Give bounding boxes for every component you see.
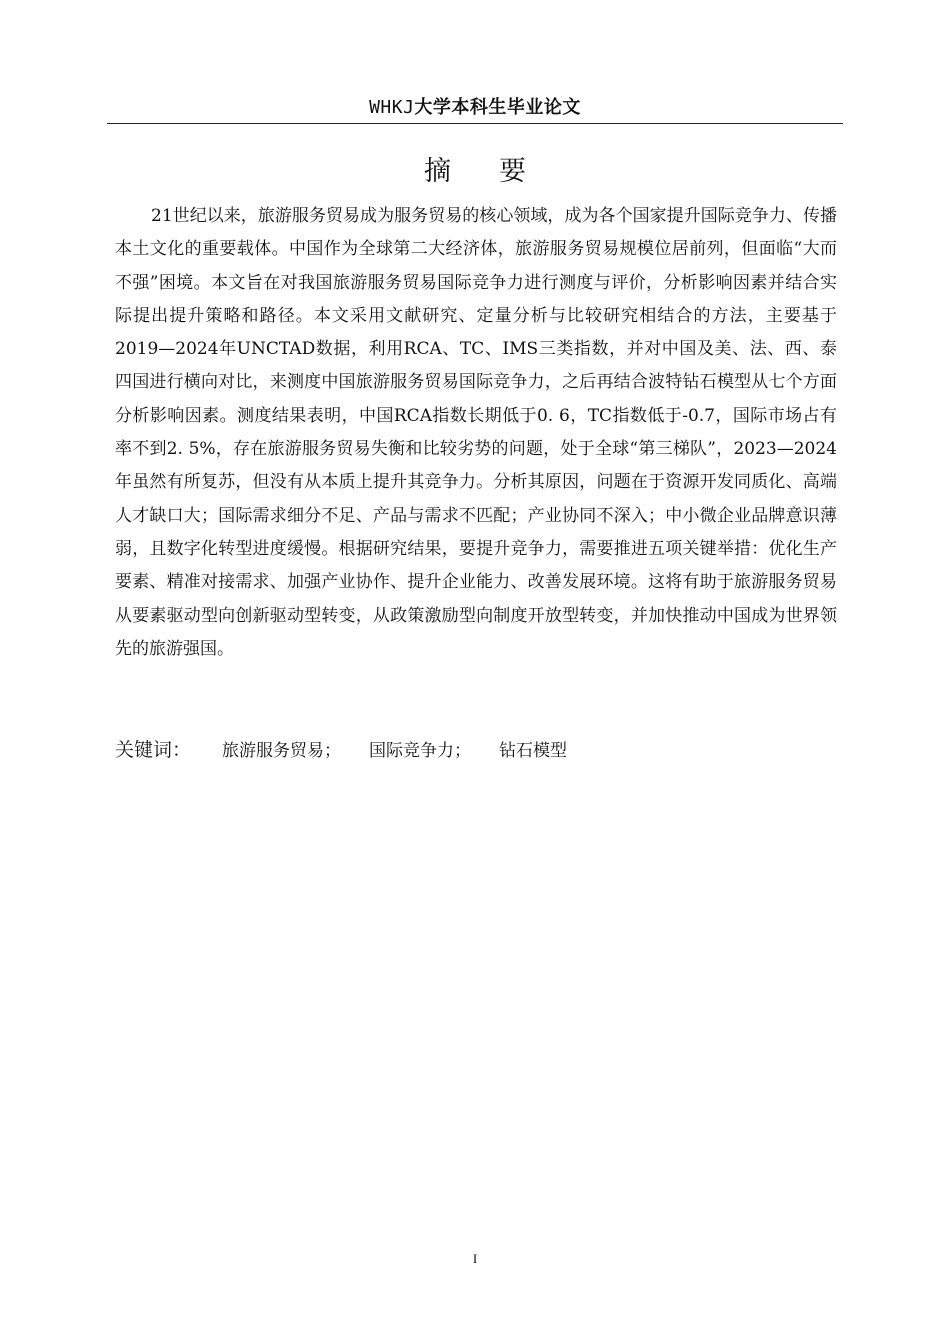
keyword-item: 旅游服务贸易； <box>222 741 341 761</box>
abstract-paragraph: 21世纪以来，旅游服务贸易成为服务贸易的核心领域，成为各个国家提升国际竞争力、传播本土文化的重要载体。中国作为全球第二大经济体，旅游服务贸易规模位居前列，但面临“大而不强”困境。本文旨在对我国旅游服务贸易国际竞争力进行测度与评价，分析影响因素并结合实际提出提升策略和路径。本文采用文献研究、定量分析与比较研究相结合的方法，主要基于2019—2024年UNCTAD数据，利用RCA、TC、IMS三类指数，并对中国及美、法、西、泰四国进行横向对比，来测度中国旅游服务贸易国际竞争力，之后再结合波特钻石模型从七个方面分析影响因素。测度结果表明，中国RCA指数长期低于0. 6，TC指数低于-0.7，国际市场占有率不到2. 5%，存在旅游服务贸易失衡和比较劣势的问题，处于全球“第三梯队”，2023—2024年虽然有所复苏，但没有从本质上提升其竞争力。分析其原因，问题在于资源开发同质化、高端人才缺口大；国际需求细分不足、产品与需求不匹配；产业协同不深入；中小微企业品牌意识薄弱，且数字化转型进度缓慢。根据研究结果，要提升竞争力，需要推进五项关键举措：优化生产要素、精准对接需求、加强产业协作、提升企业能力、改善发展环境。这将有助于旅游服务贸易从要素驱动型向创新驱动型转变，从政策激励型向制度开放型转变，并加快推动中国成为世界领先的旅游强国。 <box>115 206 837 659</box>
abstract-title: 摘要 <box>424 156 574 187</box>
keywords-label: 关键词： <box>115 739 192 761</box>
header-prefix: WHKJ <box>369 97 415 118</box>
page-number: I <box>472 1251 478 1266</box>
running-header <box>107 93 843 123</box>
header-divider <box>107 123 843 124</box>
keyword-item: 国际竞争力； <box>369 741 471 761</box>
keyword-item: 钻石模型 <box>499 741 567 761</box>
header-university-title: 大学本科生毕业论文 <box>414 97 581 118</box>
keywords-line <box>115 735 837 766</box>
